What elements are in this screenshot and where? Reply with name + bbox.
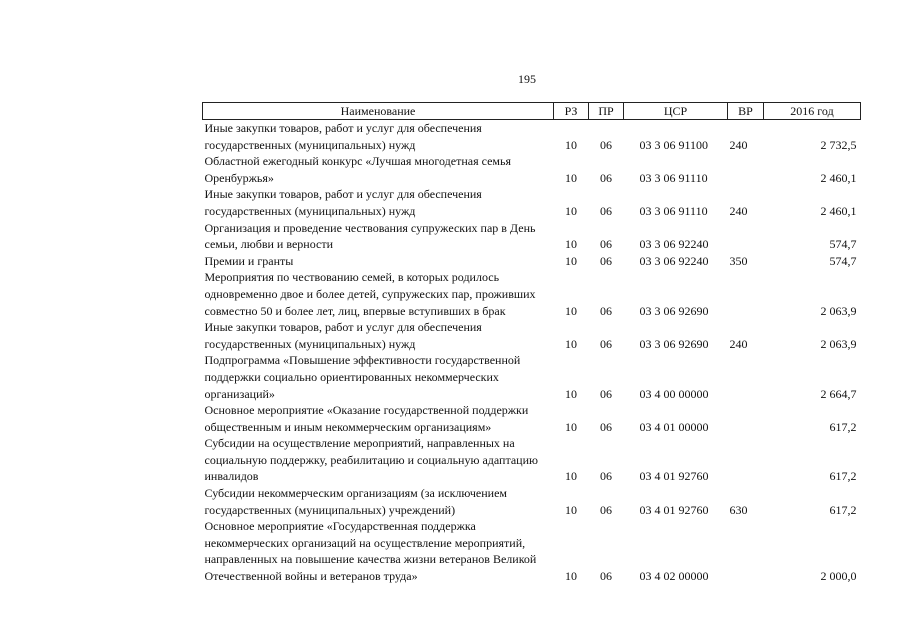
row-rz: 10 <box>565 303 577 318</box>
row-name: Субсидии некоммерческим организациям (за исключением государственных (муниципальных) учреждений) <box>204 486 508 517</box>
row-vr <box>728 402 764 435</box>
row-vr: 240 <box>729 137 748 152</box>
table-row <box>203 186 861 219</box>
table-row <box>203 220 861 253</box>
row-csr: 03 4 01 92760 <box>639 502 709 517</box>
row-csr: 03 4 01 00000 <box>639 419 709 434</box>
row-pr: 06 <box>600 170 612 185</box>
row-name: Подпрограмма «Повышение эффективности государственной поддержки социально ориентированных некоммерческих организаций» <box>204 353 521 401</box>
header-rz: РЗ <box>554 103 589 120</box>
row-csr: 03 4 01 92760 <box>639 469 709 484</box>
row-name: Иные закупки товаров, работ и услуг для обеспечения государственных (муниципальных) нужд <box>204 121 482 152</box>
row-sum: 2 460,1 <box>820 203 857 218</box>
row-vr <box>728 269 764 319</box>
row-pr: 06 <box>600 502 612 517</box>
row-rz: 10 <box>565 253 577 268</box>
row-name: Основное мероприятие «Государственная поддержка некоммерческих организаций на осуществление мероприятий, направленных на повышение качества жизни ветеранов Великой Отечественной войны и ветеранов труда» <box>204 519 537 584</box>
budget-table <box>202 102 861 585</box>
header-name: Наименование <box>203 103 554 120</box>
row-vr <box>728 518 764 584</box>
row-vr: 240 <box>729 203 748 218</box>
header-year: 2016 год <box>764 103 861 120</box>
row-rz: 10 <box>565 569 577 584</box>
row-rz: 10 <box>565 386 577 401</box>
table-row <box>203 319 861 352</box>
row-sum: 2 664,7 <box>820 386 857 401</box>
row-name: Иные закупки товаров, работ и услуг для обеспечения государственных (муниципальных) нужд <box>204 320 482 351</box>
row-csr: 03 3 06 91110 <box>639 203 708 218</box>
table-row <box>203 120 861 154</box>
row-pr: 06 <box>600 336 612 351</box>
row-rz: 10 <box>565 137 577 152</box>
table-row <box>203 153 861 186</box>
row-csr: 03 3 06 91110 <box>639 170 708 185</box>
row-sum: 2 732,5 <box>820 137 857 152</box>
row-sum: 2 460,1 <box>820 170 857 185</box>
table-row <box>203 352 861 402</box>
row-pr: 06 <box>600 469 612 484</box>
row-rz: 10 <box>565 237 577 252</box>
row-vr <box>728 352 764 402</box>
row-vr <box>728 220 764 253</box>
row-vr: 630 <box>729 502 748 517</box>
header-csr: ЦСР <box>624 103 728 120</box>
row-name: Мероприятия по чествованию семей, в которых родилось одновременно двое и более детей, супружеских пар, проживших совместно 50 и более лет, лиц, впервые вступивших в брак <box>204 270 536 318</box>
row-sum: 2 000,0 <box>820 569 857 584</box>
row-pr: 06 <box>600 203 612 218</box>
table-row <box>203 269 861 319</box>
row-csr: 03 3 06 92690 <box>639 303 709 318</box>
row-rz: 10 <box>565 170 577 185</box>
table-row <box>203 485 861 518</box>
page-number: 195 <box>518 72 536 86</box>
row-rz: 10 <box>565 469 577 484</box>
row-name: Основное мероприятие «Оказание государственной поддержки общественным и иным некоммерческим организациям» <box>204 403 529 434</box>
row-csr: 03 3 06 92240 <box>639 253 709 268</box>
row-rz: 10 <box>565 419 577 434</box>
row-name: Иные закупки товаров, работ и услуг для обеспечения государственных (муниципальных) нужд <box>204 187 482 218</box>
row-vr: 240 <box>729 336 748 351</box>
row-rz: 10 <box>565 502 577 517</box>
row-csr: 03 4 00 00000 <box>639 386 709 401</box>
table-row <box>203 435 861 485</box>
header-vr: ВР <box>728 103 764 120</box>
row-pr: 06 <box>600 569 612 584</box>
row-csr: 03 3 06 92240 <box>639 237 709 252</box>
row-sum: 2 063,9 <box>820 336 857 351</box>
table-header-row <box>203 103 861 120</box>
row-sum: 2 063,9 <box>820 303 857 318</box>
row-pr: 06 <box>600 419 612 434</box>
row-name: Премии и гранты <box>204 253 294 268</box>
row-rz: 10 <box>565 203 577 218</box>
row-vr: 350 <box>729 253 748 268</box>
row-csr: 03 4 02 00000 <box>639 569 709 584</box>
row-pr: 06 <box>600 386 612 401</box>
row-csr: 03 3 06 92690 <box>639 336 709 351</box>
row-csr: 03 3 06 91100 <box>639 137 709 152</box>
row-vr <box>728 153 764 186</box>
row-pr: 06 <box>600 303 612 318</box>
row-sum: 574,7 <box>829 253 857 268</box>
row-name: Субсидии на осуществление мероприятий, направленных на социальную поддержку, реабилитацию и социальную адаптацию инвалидов <box>204 436 538 484</box>
row-name: Областной ежегодный конкурс «Лучшая многодетная семья Оренбуржья» <box>204 154 511 185</box>
row-pr: 06 <box>600 137 612 152</box>
table-row <box>203 518 861 584</box>
row-sum: 617,2 <box>829 502 857 517</box>
row-vr <box>728 435 764 485</box>
row-sum: 574,7 <box>829 237 857 252</box>
row-pr: 06 <box>600 237 612 252</box>
row-rz: 10 <box>565 336 577 351</box>
row-sum: 617,2 <box>829 469 857 484</box>
row-pr: 06 <box>600 253 612 268</box>
row-name: Организация и проведение чествования супружеских пар в День семьи, любви и верности <box>204 220 536 252</box>
row-sum: 617,2 <box>829 419 857 434</box>
header-pr: ПР <box>589 103 624 120</box>
table-row <box>203 253 861 270</box>
table-row <box>203 402 861 435</box>
